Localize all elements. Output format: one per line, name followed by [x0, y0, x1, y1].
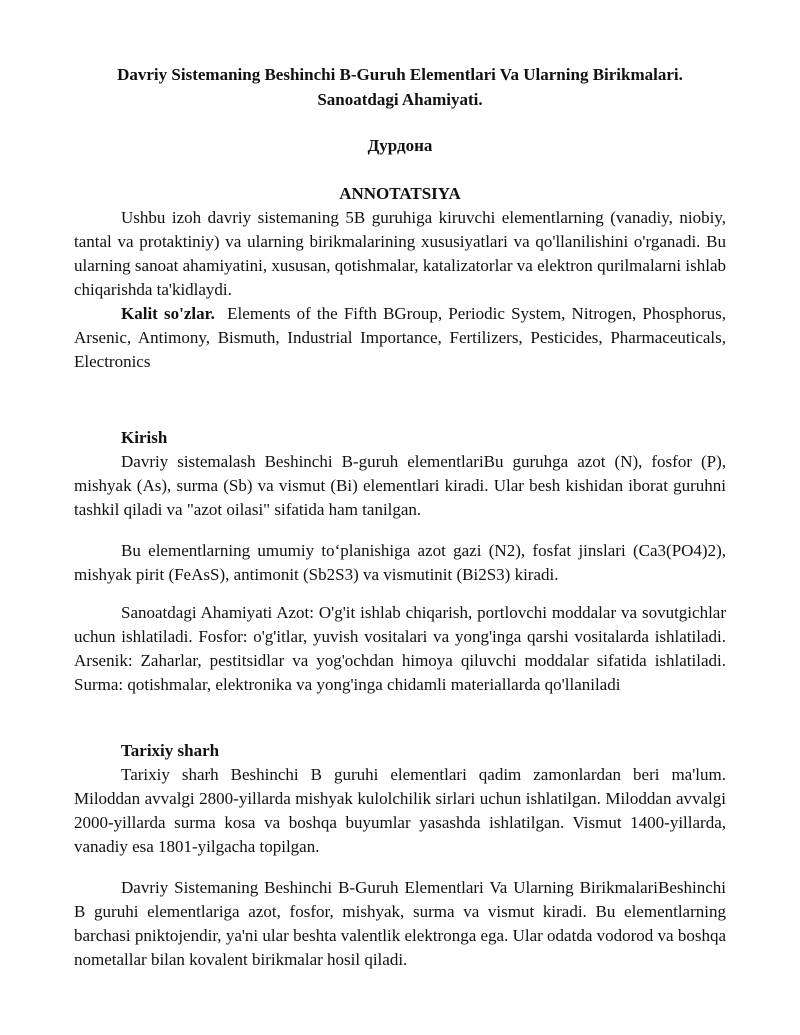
- history-heading: Tarixiy sharh: [121, 741, 220, 760]
- document-author: Дурдона: [367, 136, 433, 155]
- history-paragraph: Davriy Sistemaning Beshinchi B-Guruh Elementlari Va Ularning BirikmalariBeshinchi B guruhi elementlariga azot, fosfor, mishyak, surma va vismut kiradi. Bu elementlarning barchasi pniktojendir, ya'ni ular beshta valentlik elektronga ega. Ular odatda vodorod va boshqa nometallar bilan kovalent birikmalar hosil qiladi.: [74, 878, 726, 969]
- intro-paragraph: Davriy sistemalash Beshinchi B-guruh elementlariBu guruhga azot (N), fosfor (P), mishyak (As), surma (Sb) va vismut (Bi) elementlari kiradi. Ular besh kishidan iborat guruhni tashkil qiladi va "azot oilasi" sifatida ham tanilgan.: [74, 452, 726, 519]
- annotation-heading: ANNOTATSIYA: [339, 184, 461, 203]
- document-title: [74, 62, 726, 112]
- document-page: [74, 62, 726, 972]
- intro-paragraph: Sanoatdagi Ahamiyati Azot: O'g'it ishlab chiqarish, portlovchi moddalar va sovutgichlar uchun ishlatiladi. Fosfor: o'g'itlar, yuvish vositalari va yong'inga qarshi vositalarda ishlatiladi. Arsenik: Zaharlar, pestitsidlar va yog'ochdan himoya qiluvchi moddalar sifatida ishlatiladi. Surma: qotishmalar, elektronika va yong'inga chidamli materiallarda qo'llaniladi: [74, 603, 726, 694]
- document-title-line-2: Sanoatdagi Ahamiyati.: [317, 90, 483, 109]
- keywords-paragraph: [74, 302, 726, 374]
- history-paragraph: Tarixiy sharh Beshinchi B guruhi elementlari qadim zamonlardan beri ma'lum. Miloddan avvalgi 2800-yillarda mishyak kulolchilik sirlari uchun ishlatilgan. Miloddan avvalgi 2000-yillarda surma kosa va boshqa buyumlar yasashda ishlatilgan. Vismut 1400-yillarda, vanadiy esa 1801-yilgacha topilgan.: [74, 765, 726, 856]
- intro-heading: Kirish: [121, 428, 168, 447]
- annotation-text: Ushbu izoh davriy sistemaning 5B guruhiga kiruvchi elementlarning (vanadiy, niobiy, tantal va protaktiniy) va ularning birikmalarining xususiyatlari va qo'llanilishini o'rganadi. Bu ularning sanoat ahamiyatini, xususan, qotishmalar, katalizatorlar va elektron qurilmalarni ishlab chiqarishda ta'kidlaydi.: [74, 208, 726, 299]
- keywords-label: Kalit so'zlar.: [121, 304, 215, 323]
- keywords-text: Elements of the Fifth BGroup, Periodic System, Nitrogen, Phosphorus, Arsenic, Antimony, Bismuth, Industrial Importance, Fertilizers, Pesticides, Pharmaceuticals, Electronics: [74, 304, 726, 371]
- intro-paragraph: Bu elementlarning umumiy to‘planishiga azot gazi (N2), fosfat jinslari (Ca3(PO4)2), mishyak pirit (FeAsS), antimonit (Sb2S3) va vismutinit (Bi2S3) kiradi.: [74, 541, 726, 584]
- document-title-line-1: Davriy Sistemaning Beshinchi B-Guruh Elementlari Va Ularning Birikmalari.: [117, 65, 683, 84]
